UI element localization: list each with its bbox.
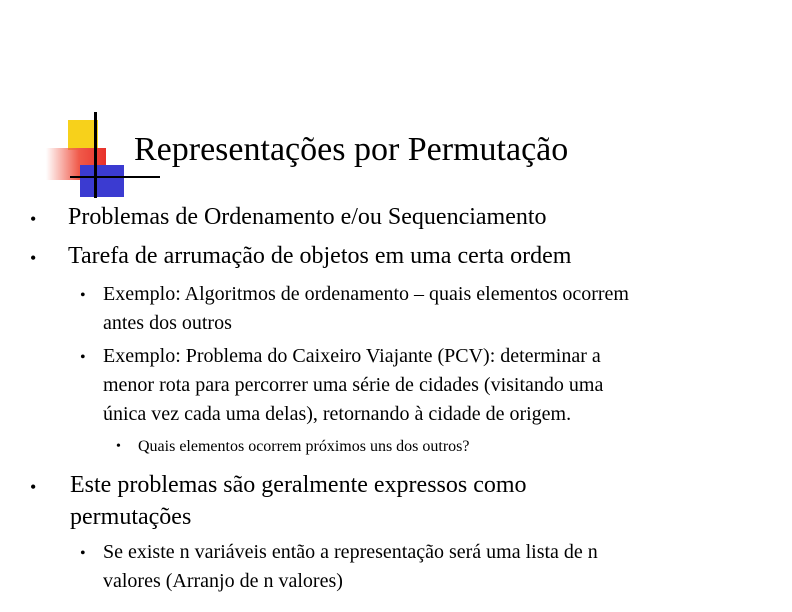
bullet-dot: • [30, 248, 37, 268]
bullet-dot: • [30, 209, 37, 229]
bullet-dot: • [80, 545, 86, 562]
bullet-text-line: Este problemas são geralmente expressos como [70, 472, 527, 498]
bullet-dot: • [80, 287, 86, 304]
bullet-text-line: menor rota para percorrer uma série de cidades (visitando uma [103, 374, 604, 396]
bullet-text-line: Se existe n variáveis então a representação será uma lista de n [103, 541, 598, 563]
bullet-text-line: Exemplo: Problema do Caixeiro Viajante (PCV): determinar a [103, 345, 601, 367]
bullet-dot: • [80, 349, 86, 366]
bullet-text-line: valores (Arranjo de n valores) [103, 570, 343, 592]
slide-logo [40, 110, 140, 200]
bullet-dot: • [30, 477, 37, 497]
bullet-text: Quais elementos ocorrem próximos uns dos outros? [138, 438, 470, 455]
slide-title: Representações por Permutação [134, 131, 569, 168]
bullet-text: Problemas de Ordenamento e/ou Sequenciamento [68, 204, 547, 230]
logo-vertical-line [94, 112, 97, 198]
logo-horizontal-line [70, 176, 160, 178]
logo-blue-square [80, 165, 124, 197]
bullet-text-line: antes dos outros [103, 312, 232, 334]
bullet-text-line: permutações [70, 504, 192, 530]
bullet-dot: • [116, 439, 121, 454]
bullet-text: Tarefa de arrumação de objetos em uma certa ordem [68, 243, 572, 269]
bullet-text-line: Exemplo: Algoritmos de ordenamento – quais elementos ocorrem [103, 283, 629, 305]
bullet-text-line: única vez cada uma delas), retornando à cidade de origem. [103, 403, 572, 425]
